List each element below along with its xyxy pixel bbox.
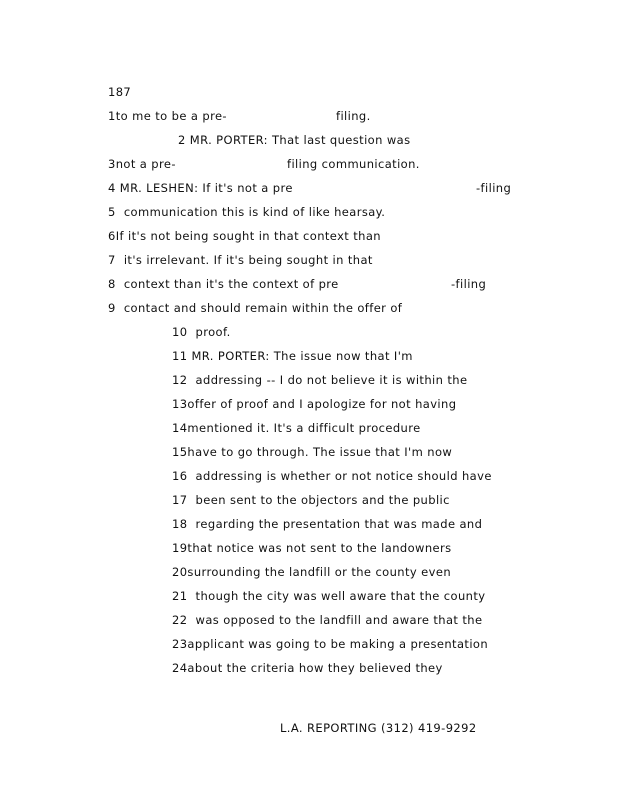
transcript-line-14: 14mentioned it. It's a difficult procedure (172, 421, 421, 435)
transcript-line-18: 18 regarding the presentation that was made and (172, 517, 483, 531)
transcript-line-2: 2 MR. PORTER: That last question was (178, 133, 411, 147)
transcript-line-19: 19that notice was not sent to the landowners (172, 541, 452, 555)
line-1-text: 1to me to be a pre- (108, 109, 227, 123)
transcript-line-23: 23applicant was going to be making a presentation (172, 637, 489, 651)
line-8-continuation: -filing (451, 277, 487, 291)
line-8-text: 8 context than it's the context of pre (108, 277, 339, 291)
transcript-line-17: 17 been sent to the objectors and the public (172, 493, 450, 507)
transcript-line-3 (108, 157, 420, 171)
transcript-line-13: 13offer of proof and I apologize for not having (172, 397, 457, 411)
transcript-line-16: 16 addressing is whether or not notice should have (172, 469, 492, 483)
line-1-continuation: filing. (336, 109, 371, 123)
reporter-footer: L.A. REPORTING (312) 419-9292 (280, 721, 477, 735)
transcript-line-1 (108, 109, 371, 123)
transcript-line-9: 9 contact and should remain within the offer of (108, 301, 403, 315)
line-4-continuation: -filing (476, 181, 512, 195)
transcript-line-24: 24about the criteria how they believed they (172, 661, 443, 675)
transcript-line-15: 15have to go through. The issue that I'm now (172, 445, 453, 459)
transcript-line-10: 10 proof. (172, 325, 231, 339)
transcript-line-12: 12 addressing -- I do not believe it is within the (172, 373, 468, 387)
line-3-continuation: filing communication. (287, 157, 420, 171)
page-number: 187 (108, 85, 132, 99)
line-4-text: 4 MR. LESHEN: If it's not a pre (108, 181, 293, 195)
line-3-text: 3not a pre- (108, 157, 176, 171)
transcript-line-6: 6If it's not being sought in that context than (108, 229, 381, 243)
transcript-line-22: 22 was opposed to the landfill and aware that the (172, 613, 483, 627)
transcript-line-5: 5 communication this is kind of like hearsay. (108, 205, 386, 219)
transcript-line-4 (108, 181, 512, 195)
transcript-line-8 (108, 277, 487, 291)
transcript-line-20: 20surrounding the landfill or the county even (172, 565, 452, 579)
transcript-line-11: 11 MR. PORTER: The issue now that I'm (172, 349, 413, 363)
transcript-line-7: 7 it's irrelevant. If it's being sought in that (108, 253, 373, 267)
transcript-line-21: 21 though the city was well aware that the county (172, 589, 486, 603)
